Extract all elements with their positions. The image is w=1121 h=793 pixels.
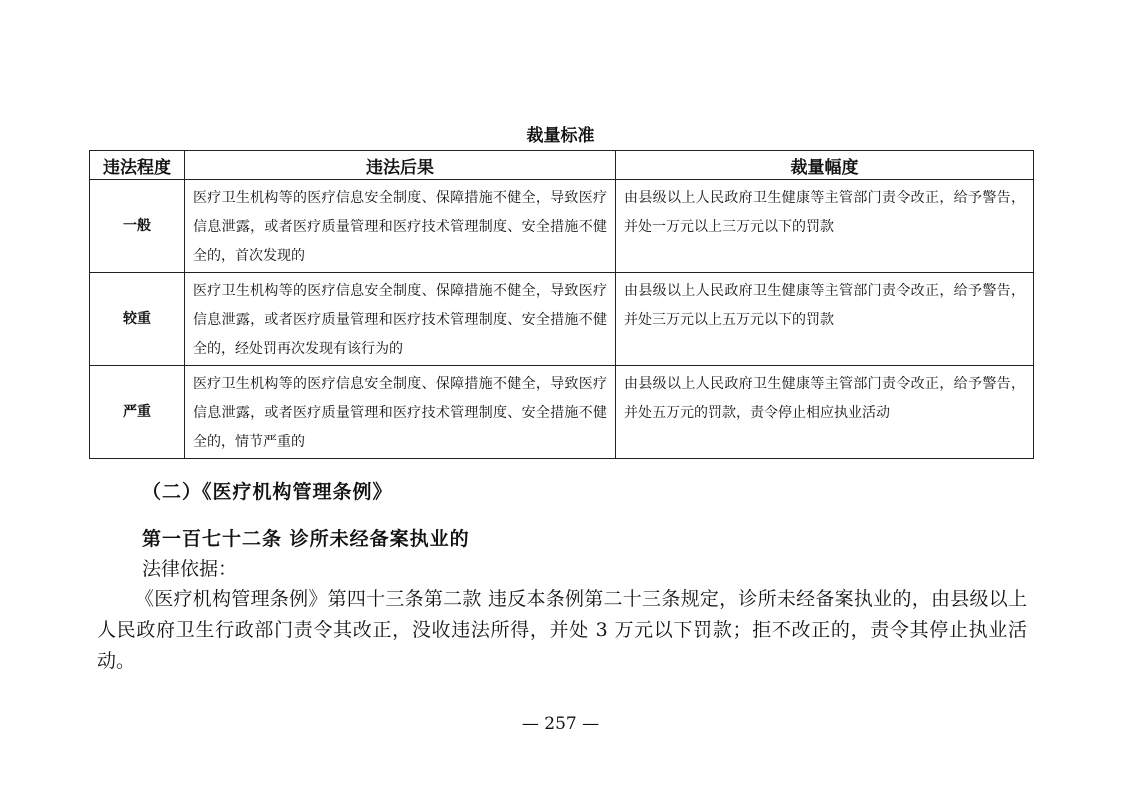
legal-basis-label: 法律依据：: [142, 558, 238, 580]
level-cell: 较重: [90, 273, 185, 366]
legal-basis-text: 《医疗机构管理条例》第四十三条第二款 违反本条例第二十三条规定，诊所未经备案执业的，由县级以上人民政府卫生行政部门责令其改正，没收违法所得，并处 3 万元以下罚款；拒不改正的，责令其停止执业活动。: [97, 588, 1027, 672]
table-row: [90, 273, 1034, 366]
table-row: [90, 180, 1034, 273]
consequence-cell: 医疗卫生机构等的医疗信息安全制度、保障措施不健全，导致医疗信息泄露，或者医疗质量管理和医疗技术管理制度、安全措施不健全的，情节严重的: [185, 366, 616, 459]
level-cell: 严重: [90, 366, 185, 459]
article-heading: 第一百七十二条 诊所未经备案执业的: [142, 528, 470, 550]
penalty-cell: 由县级以上人民政府卫生健康等主管部门责令改正，给予警告，并处三万元以上五万元以下的罚款: [616, 273, 1034, 366]
penalty-cell: 由县级以上人民政府卫生健康等主管部门责令改正，给予警告，并处五万元的罚款，责令停止相应执业活动: [616, 366, 1034, 459]
table-row: [90, 366, 1034, 459]
header-penalty-range: 裁量幅度: [616, 151, 1034, 180]
header-violation-consequence: 违法后果: [185, 151, 616, 180]
table-title: 裁量标准: [526, 126, 595, 146]
level-cell: 一般: [90, 180, 185, 273]
consequence-cell: 医疗卫生机构等的医疗信息安全制度、保障措施不健全，导致医疗信息泄露，或者医疗质量管理和医疗技术管理制度、安全措施不健全的，首次发现的: [185, 180, 616, 273]
penalty-cell: 由县级以上人民政府卫生健康等主管部门责令改正，给予警告，并处一万元以上三万元以下的罚款: [616, 180, 1034, 273]
discretion-standard-table: [89, 150, 1034, 459]
consequence-cell: 医疗卫生机构等的医疗信息安全制度、保障措施不健全，导致医疗信息泄露，或者医疗质量管理和医疗技术管理制度、安全措施不健全的，经处罚再次发现有该行为的: [185, 273, 616, 366]
section-heading: （二）《医疗机构管理条例》: [142, 481, 393, 503]
table-header-row: [90, 151, 1034, 180]
header-violation-level: 违法程度: [90, 151, 185, 180]
page-number: — 257 —: [521, 714, 600, 734]
